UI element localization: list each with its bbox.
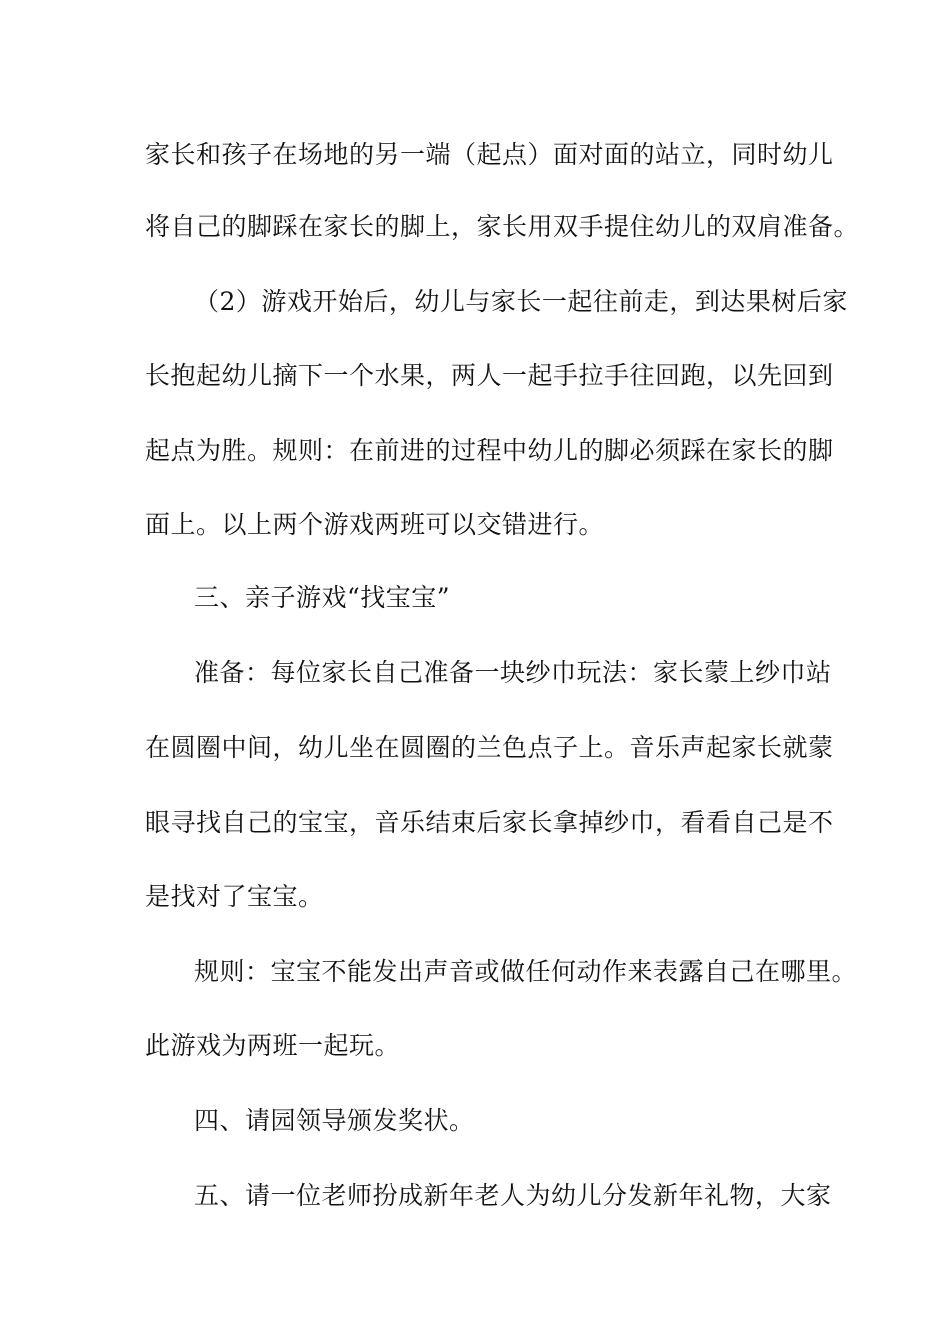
text-line-8: 准备：每位家长自己准备一块纱巾玩法：家长蒙上纱巾站 (194, 658, 832, 687)
section-heading-3: 三、亲子游戏“找宝宝” (194, 583, 451, 612)
text-line-3: （2）游戏开始后，幼儿与家长一起往前走，到达果树后家 (194, 287, 848, 316)
text-line-10: 眼寻找自己的宝宝，音乐结束后家长拿掉纱巾，看看自己是不 (145, 808, 834, 837)
text-line-2: 将自己的脚踩在家长的脚上，家长用双手提住幼儿的双肩准备。 (145, 212, 860, 241)
text-line-1: 家长和孩子在场地的另一端（起点）面对面的站立，同时幼儿 (145, 140, 834, 169)
text-line-9: 在圆圈中间，幼儿坐在圆圈的兰色点子上。音乐声起家长就蒙 (145, 733, 834, 762)
text-line-6: 面上。以上两个游戏两班可以交错进行。 (145, 510, 605, 539)
text-line-11: 是找对了宝宝。 (145, 882, 324, 911)
section-heading-4: 四、请园领导颁发奖状。 (194, 1106, 475, 1135)
section-heading-5: 五、请一位老师扮成新年老人为幼儿分发新年礼物，大家 (194, 1181, 832, 1210)
text-line-13: 此游戏为两班一起玩。 (145, 1031, 401, 1060)
text-line-4: 长抱起幼儿摘下一个水果，两人一起手拉手往回跑，以先回到 (145, 361, 834, 390)
text-line-12: 规则：宝宝不能发出声音或做任何动作来表露自己在哪里。 (194, 957, 858, 986)
text-line-5: 起点为胜。规则：在前进的过程中幼儿的脚必须踩在家长的脚 (145, 436, 834, 465)
